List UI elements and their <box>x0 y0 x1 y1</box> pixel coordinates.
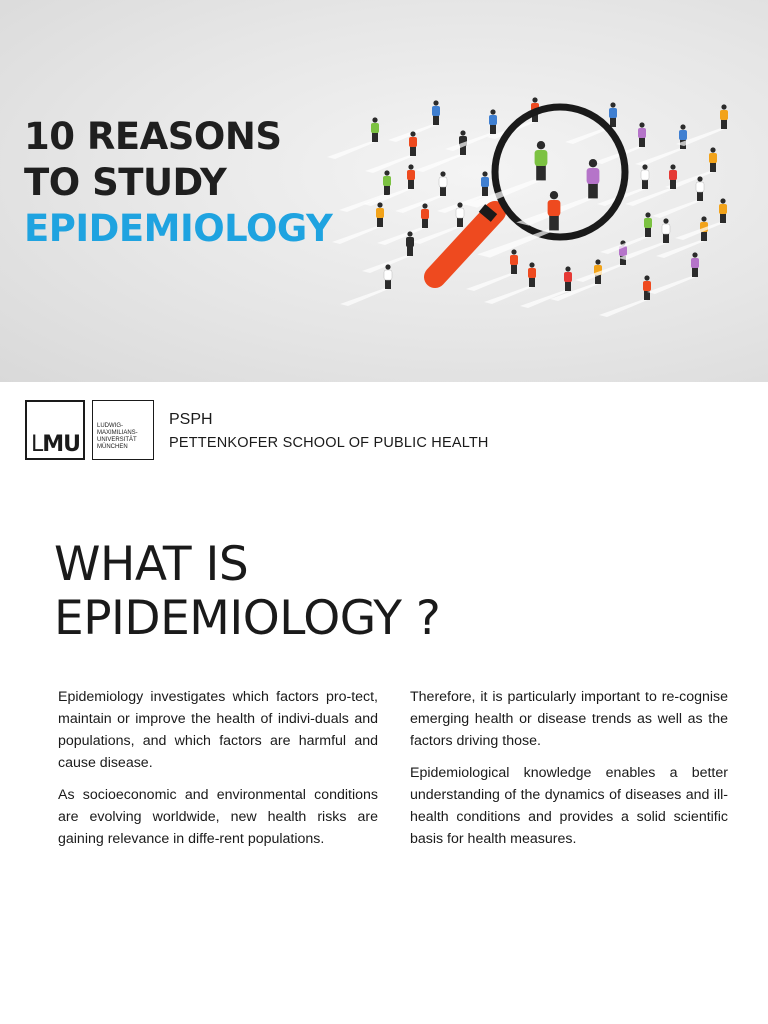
lmu-logo-mark <box>31 432 80 457</box>
hero-title-line3: EPIDEMIOLOGY <box>24 207 333 250</box>
hero-title <box>24 114 332 252</box>
main-heading <box>54 538 440 646</box>
person-figure <box>647 252 699 294</box>
right-paragraph-2: Epidemiological knowledge enables a better understanding of the dynamics of diseases and ill-health conditions and provides a solid scientific basis for health measures. <box>410 765 728 847</box>
main-heading-line1: WHAT IS <box>54 537 249 592</box>
person-figure <box>339 170 391 212</box>
school-acronym: PSPH <box>169 411 213 428</box>
hero-title-line1: 10 REASONS <box>24 115 282 158</box>
right-column <box>410 686 728 860</box>
lmu-logo <box>25 400 85 460</box>
school-name: PETTENKOFER SCHOOL OF PUBLIC HEALTH <box>169 435 489 451</box>
person-figure <box>415 130 467 172</box>
person-figure <box>445 109 497 151</box>
main-heading-line2: EPIDEMIOLOGY ? <box>54 591 441 646</box>
lmu-logo-text: LUDWIG- MAXIMILIANS- UNIVERSITÄT MÜNCHEN <box>97 423 138 450</box>
hero-banner <box>0 0 768 382</box>
lmu-logo-wordmark <box>92 400 154 460</box>
lmu-logo-mark-bold: MU <box>42 432 81 457</box>
person-figure <box>412 202 464 244</box>
left-paragraph-1: Epidemiology investigates which factors pro-tect, maintain or improve the health of indivi-duals and populations, and which factors are harmful and cause disease. <box>58 689 378 771</box>
person-figure <box>599 275 651 317</box>
left-column <box>58 686 378 860</box>
person-figure <box>625 164 677 206</box>
person-figure <box>327 117 379 159</box>
right-paragraph-1: Therefore, it is particularly important to re-cognise emerging health or disease trends as well as the factors driving those. <box>410 689 728 749</box>
hero-title-line2: TO STUDY <box>24 161 227 204</box>
lmu-logo-mark-light: L <box>31 432 43 457</box>
person-figure <box>332 202 384 244</box>
left-paragraph-2: As socioeconomic and environmental conditions are evolving worldwide, new health risks are gaining relevance in diffe-rent populations. <box>58 787 378 847</box>
